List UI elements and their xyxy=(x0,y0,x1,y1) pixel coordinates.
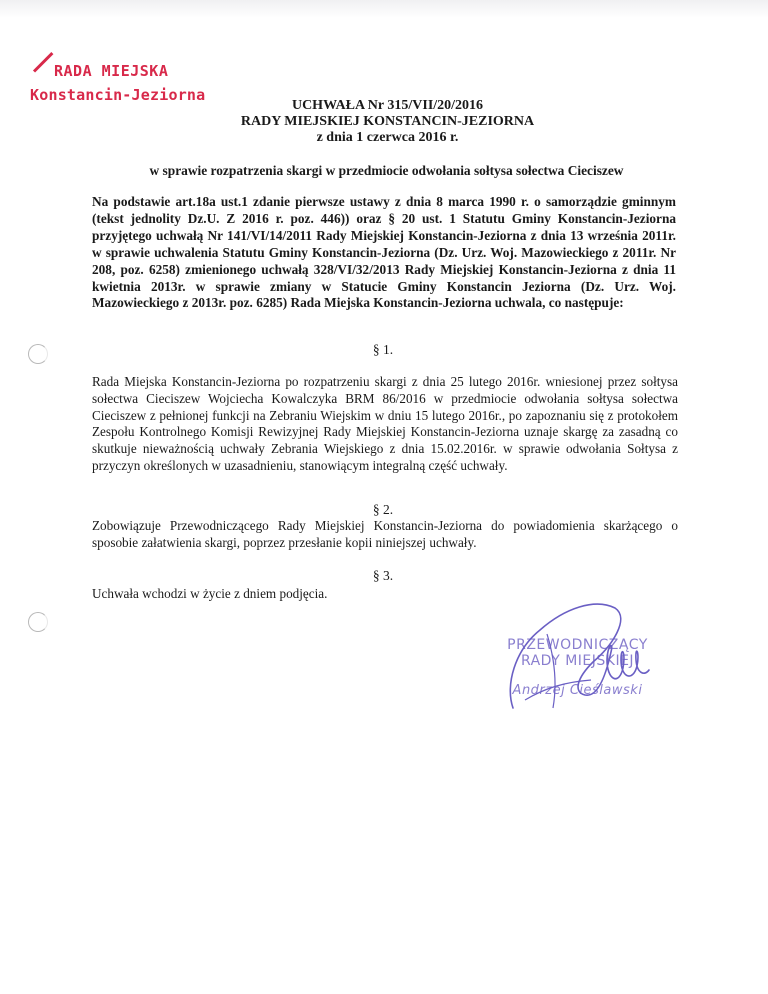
document-title: UCHWAŁA Nr 315/VII/20/2016 xyxy=(291,98,484,113)
section-2-sign: § 2. xyxy=(372,502,394,517)
document-subject: w sprawie rozpatrzenia skargi w przedmiocie odwołania sołtysa sołectwa Cieciszew xyxy=(149,163,624,178)
signature-stamp-council: RADY MIEJSKIEJ xyxy=(520,653,635,669)
section-2-text: Zobowiązuje Przewodniczącego Rady Miejskiej Konstancin-Jeziorna do powiadomienia skarżącego o sposobie załatwienia skargi, poprzez przesłanie kopii niniejszej uchwały. xyxy=(92,518,678,550)
scan-edge xyxy=(0,0,768,18)
signature-stamp-title: PRZEWODNICZĄCY xyxy=(507,637,648,653)
punch-hole-icon xyxy=(28,612,48,632)
legal-basis-preamble: Na podstawie art.18a ust.1 zdanie pierwsze ustawy z dnia 8 marca 1990 r. o samorządzie gminnym (tekst jednolity Dz.U. Z 2016 r. poz. 446)) oraz § 20 ust. 1 Statutu Gminy Konstancin-Jeziorna przyjętego uchwałą Nr 141/VI/14/2011 Rady Miejskiej Konstancin-Jeziorna z dnia 13 września 2011r. w sprawie uchwalenia Statutu Gminy Konstancin-Jeziorna (Dz. Urz. Woj. Mazowieckiego z 2011r. Nr 208, poz. 6258) zmienionego uchwałą 328/VI/32/2013 Rady Miejskiej Konstancin-Jeziorna z dnia 11 kwietnia 2013r. w sprawie zmiany w Statucie Gminy Konstancin Jeziorna (Dz. Urz. Woj. Mazowieckiego z 2013r. poz. 6285) Rada Miejska Konstancin-Jeziorna uchwala, co następuje: xyxy=(92,194,676,311)
punch-hole-icon xyxy=(28,344,48,364)
document-header xyxy=(200,98,575,146)
council-stamp xyxy=(30,62,220,114)
stamp-line-1: RADA MIEJSKA xyxy=(54,62,169,80)
document-issuer: RADY MIEJSKIEJ KONSTANCIN-JEZIORNA xyxy=(240,114,535,129)
handwritten-signature xyxy=(495,590,655,715)
section-3-sign: § 3. xyxy=(372,568,394,583)
stamp-slash-mark xyxy=(33,52,54,73)
stamp-line-2: Konstancin-Jeziorna xyxy=(30,86,206,104)
document-date: z dnia 1 czerwca 2016 r. xyxy=(316,130,459,145)
signature-stamp-name: Andrzej Cieślawski xyxy=(512,683,643,698)
section-3-text: Uchwała wchodzi w życie z dniem podjęcia. xyxy=(92,586,328,601)
section-1-sign: § 1. xyxy=(372,342,394,357)
section-1-text: Rada Miejska Konstancin-Jeziorna po rozpatrzeniu skargi z dnia 25 lutego 2016r. wniesionej przez sołtysa sołectwa Cieciszew Wojciecha Kowalczyka BRM 86/2016 w przedmiocie odwołania sołtysa sołectwa Cieciszew z pełnionej funkcji na Zebraniu Wiejskim w dniu 15 lutego 2016r., po zapoznaniu się z protokołem Zespołu Kontrolnego Komisji Rewizyjnej Rady Miejskiej Konstancin-Jeziorna uznaje skargę za zasadną co skutkuje nieważnością uchwały Zebrania Wiejskiego z dnia 15.02.2016r. w sprawie odwołania Sołtysa z przyczyn określonych w uzasadnieniu, stanowiącym integralną część uchwały. xyxy=(92,374,678,473)
